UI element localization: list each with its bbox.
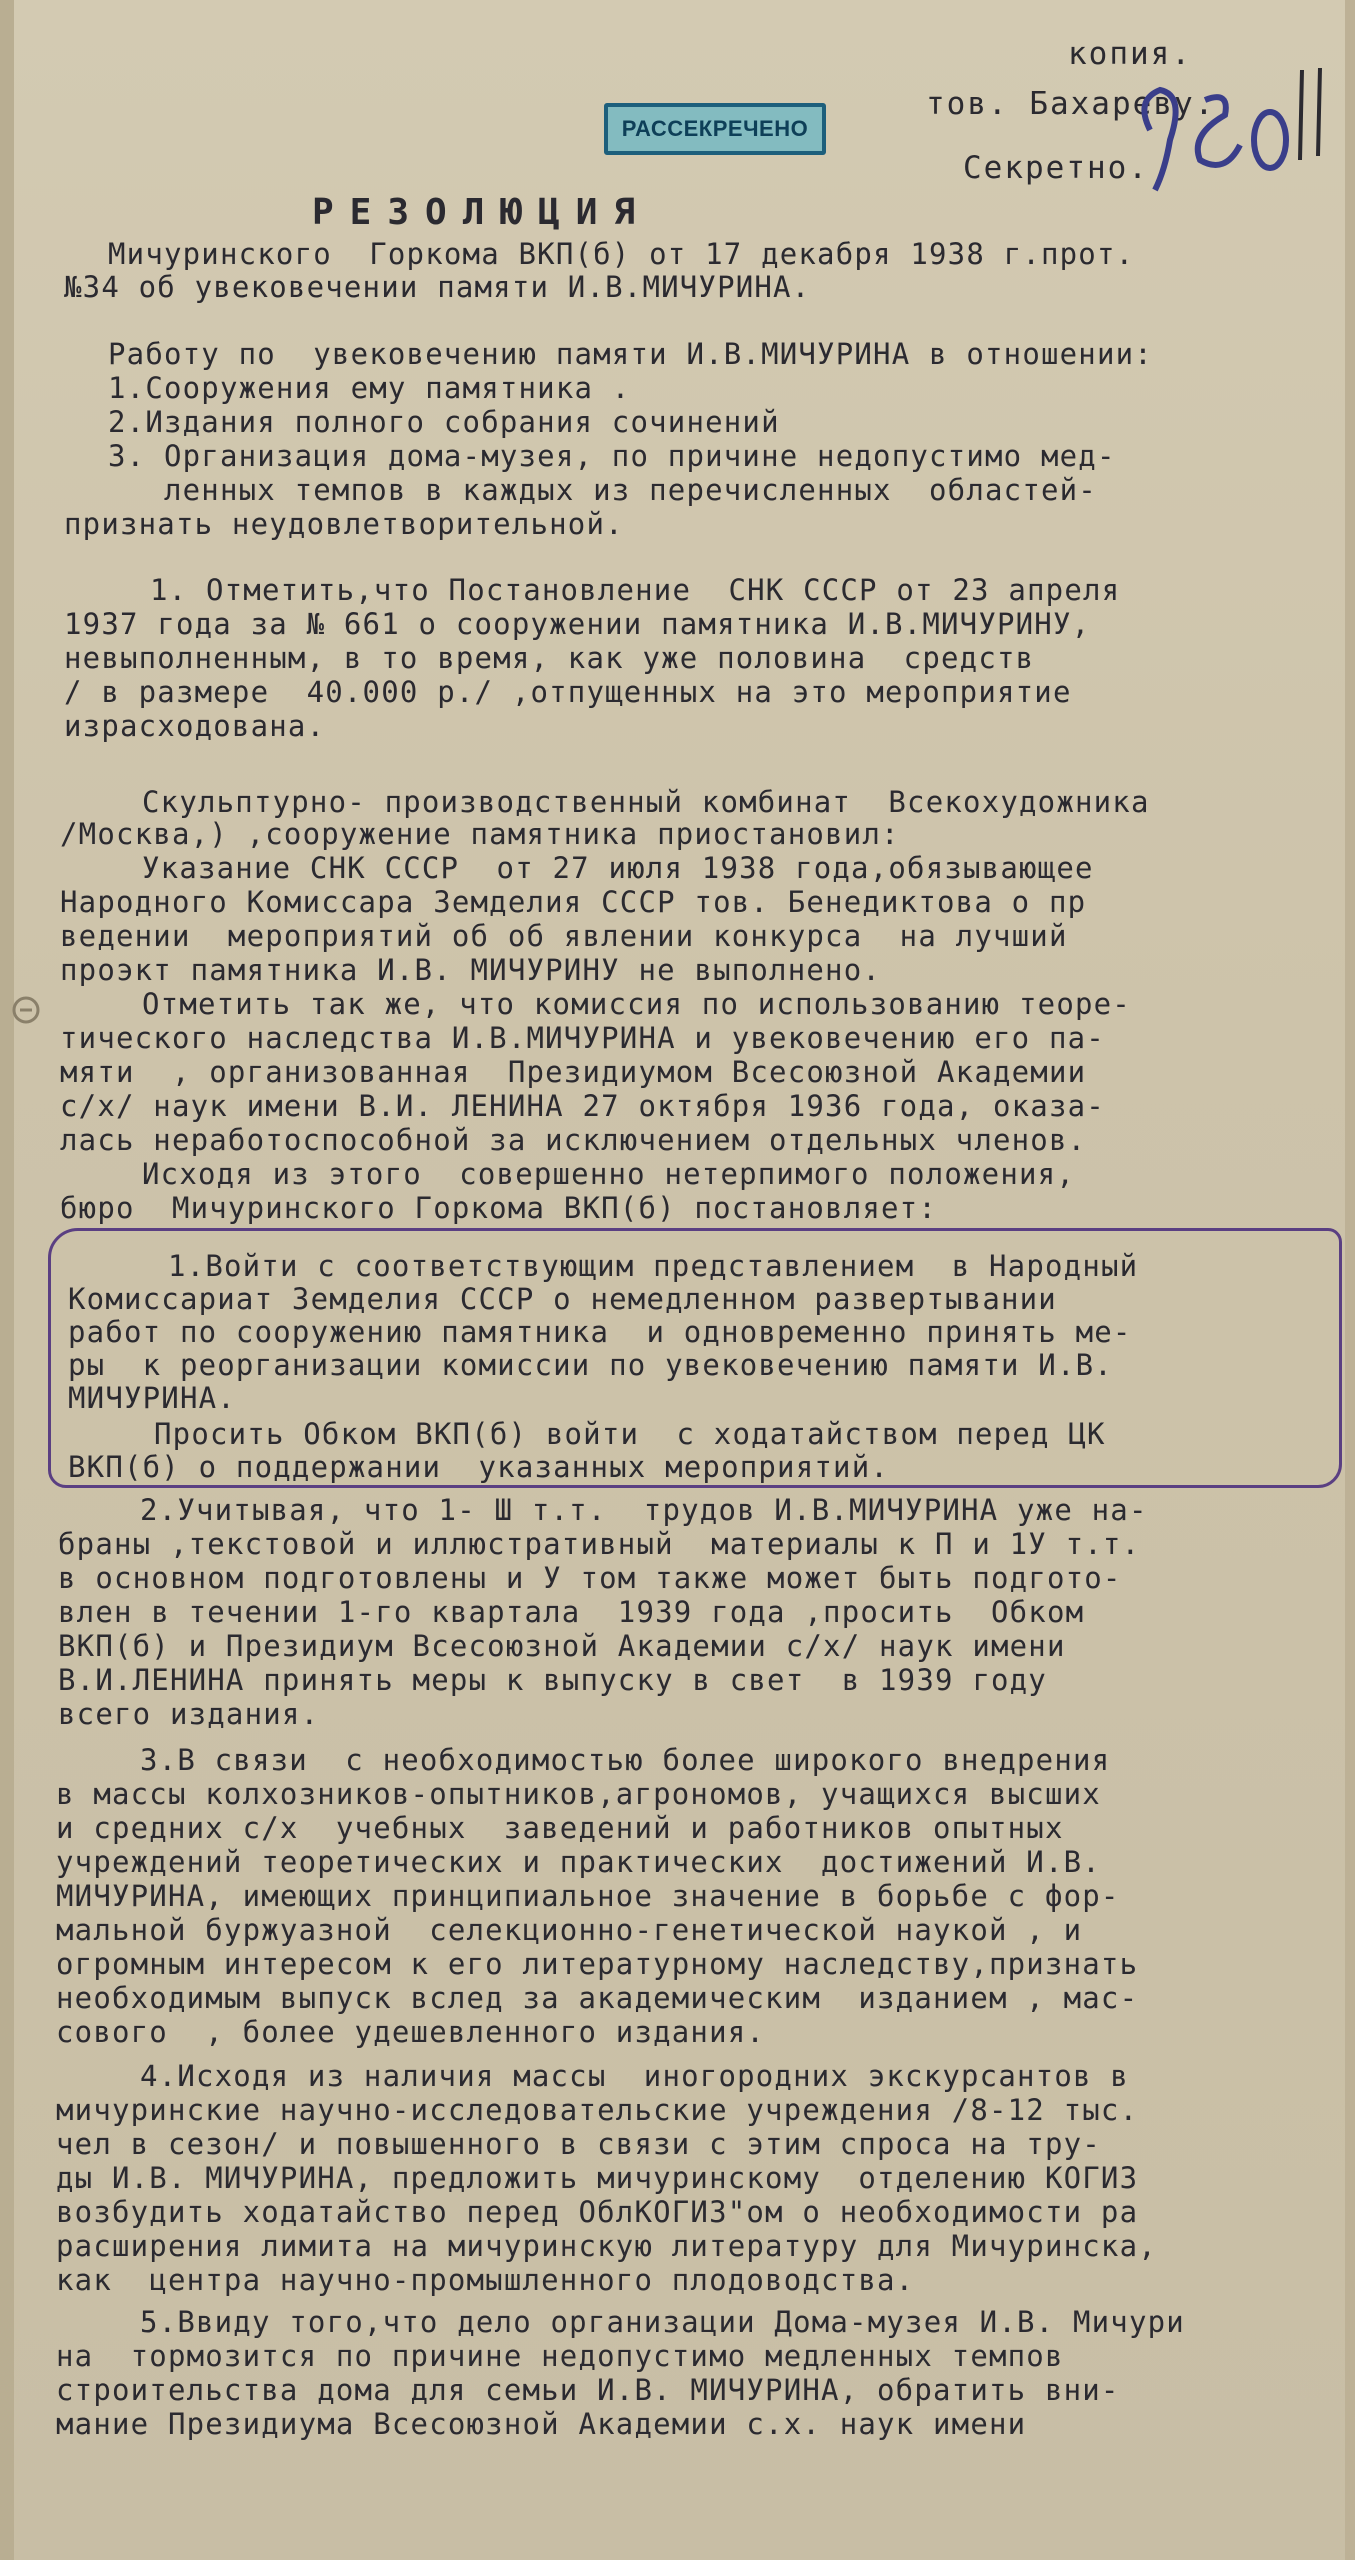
page-edge-right [1345, 0, 1355, 2560]
text-line: как центра научно-промышленного плодоводства. [56, 2263, 915, 2297]
document-title: РЕЗОЛЮЦИЯ [312, 192, 652, 233]
text-line: ВКП(б) и Президиум Всесоюзной Академии с/х/ наук имени [58, 1629, 1066, 1663]
text-line: МИЧУРИНА. [68, 1381, 236, 1415]
text-line: МИЧУРИНА, имеющих принципиальное значение в борьбе с фор- [56, 1879, 1120, 1913]
text-line: 2.Издания полного собрания сочинений [108, 405, 780, 439]
header-copy: копия. [1068, 36, 1192, 72]
text-line: тического наследства И.В.МИЧУРИНА и увековечению его па- [60, 1021, 1105, 1055]
text-line: мичуринские научно-исследовательские учреждения /8-12 тыс. [56, 2093, 1139, 2127]
text-line: мание Президиума Всесоюзной Академии с.х. наук имени [56, 2407, 1027, 2441]
text-line: ВКП(б) о поддержании указанных мероприятий. [68, 1450, 890, 1484]
text-line: учреждений теоретических и практических достижений И.В. [56, 1845, 1101, 1879]
text-line: Скульптурно- производственный комбинат Всекохудожника [142, 785, 1150, 819]
text-line: Просить Обком ВКП(б) войти с ходатайством перед ЦК [154, 1417, 1106, 1451]
text-line: Исходя из этого совершенно нетерпимого положения, [142, 1157, 1075, 1191]
text-line: 3. Организация дома-музея, по причине недопустимо мед- [108, 439, 1116, 473]
text-line: в массы колхозников-опытников,агрономов, учащихся высших [56, 1777, 1101, 1811]
header-addressee: тов. Бахареву. [926, 86, 1216, 122]
text-line: мяти , организованная Президиумом Всесоюзной Академии [60, 1055, 1087, 1089]
text-line: работ по сооружению памятника и одновременно принять ме- [68, 1315, 1132, 1349]
text-line: израсходована. [64, 709, 326, 743]
text-line: расширения лимита на мичуринскую литературу для Мичуринска, [56, 2229, 1157, 2263]
text-line: возбудить ходатайство перед ОблКОГИЗ"ом о необходимости ра [56, 2195, 1139, 2229]
text-line: проэкт памятника И.В. МИЧУРИНУ не выполнено. [60, 953, 882, 987]
text-line: 4.Исходя из наличия массы иногородних экскурсантов в [140, 2059, 1129, 2093]
text-line: в основном подготовлены и У том также может быть подгото- [58, 1561, 1122, 1595]
page-edge-left [0, 0, 14, 2560]
text-line: с/х/ наук имени В.И. ЛЕНИНА 27 октября 1936 года, оказа- [60, 1089, 1105, 1123]
text-line: лась неработоспособной за исключением отдельных членов. [60, 1123, 1087, 1157]
text-line: Мичуринского Горкома ВКП(б) от 17 декабря 1938 г.прот. [108, 237, 1135, 271]
text-line: Комиссариат Земделия СССР о немедленном развертывании [68, 1282, 1057, 1316]
text-line: Работу по увековечению памяти И.В.МИЧУРИНА в отношении: [108, 337, 1153, 371]
text-line: Отметить так же, что комиссия по использованию теоре- [142, 987, 1131, 1021]
text-line: 3.В связи с необходимостью более широкого внедрения [140, 1743, 1111, 1777]
text-line: и средних с/х учебных заведений и работников опытных [56, 1811, 1064, 1845]
text-line: /Москва,) ,сооружение памятника приостановил: [60, 817, 900, 851]
text-line: всего издания. [58, 1697, 320, 1731]
text-line: бюро Мичуринского Горкома ВКП(б) постановляет: [60, 1191, 937, 1225]
text-line: ведении мероприятий об об явлении конкурса на лучший [60, 919, 1068, 953]
text-line: мальной буржуазной селекционно-генетической наукой , и [56, 1913, 1083, 1947]
text-line: В.И.ЛЕНИНА принять меры к выпуску в свет в 1939 году [58, 1663, 1047, 1697]
text-line: огромным интересом к его литературному наследству,признать [56, 1947, 1139, 1981]
text-line: ды И.В. МИЧУРИНА, предложить мичуринскому отделению КОГИЗ [56, 2161, 1139, 2195]
text-line: строительства дома для семьи И.В. МИЧУРИНА, обратить вни- [56, 2373, 1120, 2407]
text-line: сового , более удешевленного издания. [56, 2015, 766, 2049]
text-line: 2.Учитывая, что 1- Ш т.т. трудов И.В.МИЧУРИНА уже на- [140, 1493, 1148, 1527]
text-line: 5.Ввиду того,что дело организации Дома-музея И.В. Мичури [140, 2305, 1185, 2339]
text-line: / в размере 40.000 р./ ,отпущенных на это мероприятие [64, 675, 1072, 709]
text-line: ленных темпов в каждых из перечисленных областей- [108, 473, 1097, 507]
text-line: браны ,текстовой и иллюстративный материалы к П и 1У т.т. [58, 1527, 1141, 1561]
text-line: Указание СНК СССР от 27 июля 1938 года,обязывающее [142, 851, 1094, 885]
text-line: 1937 года за № 661 о сооружении памятника И.В.МИЧУРИНУ, [64, 607, 1091, 641]
text-line: ры к реорганизации комиссии по увековечению памяти И.В. [68, 1348, 1113, 1382]
binder-hole-mark [6, 990, 46, 1030]
text-line: необходимым выпуск вслед за академическим изданием , мас- [56, 1981, 1139, 2015]
text-line: 1. Отметить,что Постановление СНК СССР от 23 апреля [150, 573, 1121, 607]
text-line: 1.Войти с соответствующим представлением в Народный [168, 1249, 1139, 1283]
handwritten-number [1130, 60, 1330, 210]
declassified-stamp: РАССЕКРЕЧЕНО [604, 103, 826, 155]
text-line: чел в сезон/ и повышенного в связи с этим спроса на тру- [56, 2127, 1101, 2161]
text-line: 1.Сооружения ему памятника . [108, 371, 631, 405]
text-line: на тормозится по причине недопустимо медленных темпов [56, 2339, 1064, 2373]
text-line: влен в течении 1-го квартала 1939 года ,просить Обком [58, 1595, 1085, 1629]
header-secret: Секретно. [963, 150, 1149, 186]
text-line: невыполненным, в то время, как уже половина средств [64, 641, 1035, 675]
text-line: №34 об увековечении памяти И.В.МИЧУРИНА. [64, 270, 811, 304]
text-line: признать неудовлетворительной. [64, 507, 624, 541]
text-line: Народного Комиссара Земделия СССР тов. Бенедиктова о пр [60, 885, 1087, 919]
